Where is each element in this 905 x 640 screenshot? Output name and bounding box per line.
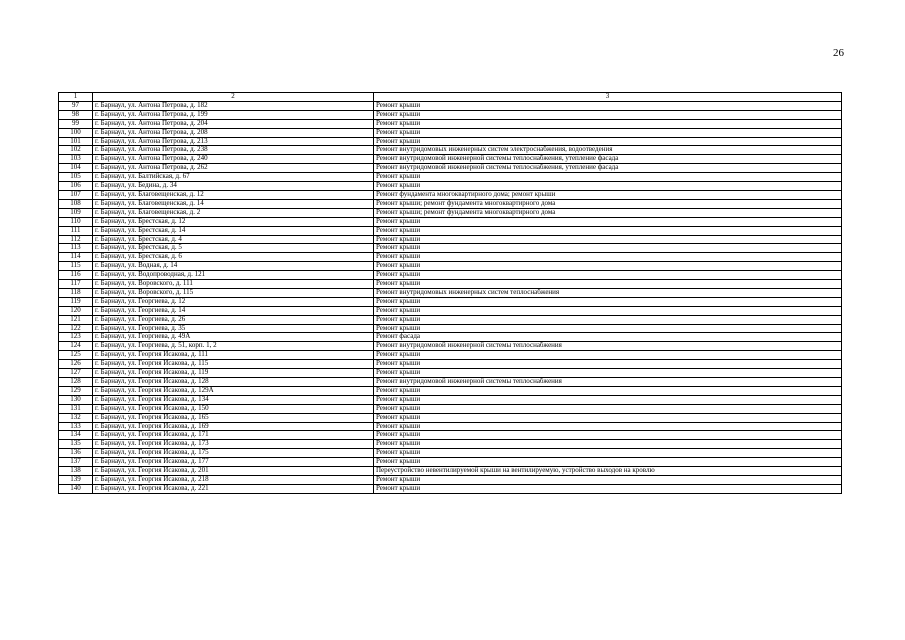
row-address: г. Барнаул, ул. Георгиева, д. 14 <box>93 306 374 315</box>
row-number: 114 <box>59 253 93 262</box>
row-work-type: Ремонт фасада <box>374 333 842 342</box>
row-work-type: Ремонт крыши <box>374 422 842 431</box>
table-row <box>59 280 842 289</box>
table-row <box>59 226 842 235</box>
row-work-type: Ремонт крыши <box>374 217 842 226</box>
row-number: 120 <box>59 306 93 315</box>
table-row <box>59 324 842 333</box>
table-row <box>59 360 842 369</box>
row-work-type: Ремонт крыши <box>374 306 842 315</box>
row-number: 97 <box>59 101 93 110</box>
table-row <box>59 484 842 493</box>
row-address: г. Барнаул, ул. Георгия Исакова, д. 177 <box>93 458 374 467</box>
row-work-type: Ремонт крыши <box>374 173 842 182</box>
table-row <box>59 235 842 244</box>
row-number: 127 <box>59 369 93 378</box>
row-number: 106 <box>59 182 93 191</box>
row-number: 101 <box>59 137 93 146</box>
row-address: г. Барнаул, ул. Георгиева, д. 12 <box>93 297 374 306</box>
row-address: г. Барнаул, ул. Георгия Исакова, д. 171 <box>93 431 374 440</box>
row-address: г. Барнаул, ул. Водопроводная, д. 121 <box>93 271 374 280</box>
table-row <box>59 431 842 440</box>
row-number: 118 <box>59 288 93 297</box>
row-number: 133 <box>59 422 93 431</box>
table-row <box>59 467 842 476</box>
row-address: г. Барнаул, ул. Антона Петрова, д. 208 <box>93 128 374 137</box>
row-number: 116 <box>59 271 93 280</box>
row-work-type: Ремонт внутридомовой инженерной системы теплоснабжения, утепление фасада <box>374 164 842 173</box>
table-row <box>59 199 842 208</box>
row-work-type: Ремонт крыши <box>374 271 842 280</box>
row-address: г. Барнаул, ул. Георгия Исакова, д. 134 <box>93 395 374 404</box>
table-row <box>59 386 842 395</box>
table-row <box>59 128 842 137</box>
column-header-number: 1 <box>59 93 93 102</box>
row-number: 100 <box>59 128 93 137</box>
row-address: г. Барнаул, ул. Георгиева, д. 35 <box>93 324 374 333</box>
row-work-type: Ремонт крыши <box>374 119 842 128</box>
row-work-type: Ремонт крыши <box>374 226 842 235</box>
row-number: 110 <box>59 217 93 226</box>
row-work-type: Ремонт крыши <box>374 360 842 369</box>
row-address: г. Барнаул, ул. Георгия Исакова, д. 128 <box>93 378 374 387</box>
row-work-type: Ремонт крыши <box>374 315 842 324</box>
row-number: 135 <box>59 440 93 449</box>
table-row <box>59 101 842 110</box>
row-number: 111 <box>59 226 93 235</box>
row-work-type: Ремонт крыши; ремонт фундамента многоквартирного дома <box>374 199 842 208</box>
repair-registry-table <box>58 92 842 494</box>
row-address: г. Барнаул, ул. Благовещенская, д. 12 <box>93 190 374 199</box>
row-number: 98 <box>59 110 93 119</box>
row-work-type: Ремонт крыши <box>374 431 842 440</box>
row-number: 131 <box>59 404 93 413</box>
table-row <box>59 449 842 458</box>
table-row <box>59 190 842 199</box>
row-number: 129 <box>59 386 93 395</box>
row-number: 139 <box>59 475 93 484</box>
row-number: 130 <box>59 395 93 404</box>
row-work-type: Ремонт крыши <box>374 101 842 110</box>
row-number: 105 <box>59 173 93 182</box>
row-number: 123 <box>59 333 93 342</box>
row-work-type: Ремонт крыши <box>374 262 842 271</box>
row-number: 109 <box>59 208 93 217</box>
row-number: 117 <box>59 280 93 289</box>
table-row <box>59 404 842 413</box>
table-row <box>59 155 842 164</box>
row-address: г. Барнаул, ул. Георгия Исакова, д. 169 <box>93 422 374 431</box>
row-address: г. Барнаул, ул. Благовещенская, д. 14 <box>93 199 374 208</box>
row-work-type: Ремонт крыши <box>374 386 842 395</box>
row-address: г. Барнаул, ул. Бедина, д. 34 <box>93 182 374 191</box>
row-address: г. Барнаул, ул. Георгия Исакова, д. 119 <box>93 369 374 378</box>
row-address: г. Барнаул, ул. Георгия Исакова, д. 201 <box>93 467 374 476</box>
row-address: г. Барнаул, ул. Георгия Исакова, д. 218 <box>93 475 374 484</box>
row-number: 124 <box>59 342 93 351</box>
row-address: г. Барнаул, ул. Воровского, д. 111 <box>93 280 374 289</box>
row-address: г. Барнаул, ул. Георгиева, д. 49А <box>93 333 374 342</box>
table-row <box>59 458 842 467</box>
row-work-type: Ремонт крыши <box>374 413 842 422</box>
row-number: 107 <box>59 190 93 199</box>
row-number: 99 <box>59 119 93 128</box>
row-number: 138 <box>59 467 93 476</box>
table-row <box>59 315 842 324</box>
table-row <box>59 333 842 342</box>
row-work-type: Ремонт внутридомовой инженерной системы теплоснабжения, утепление фасада <box>374 155 842 164</box>
row-number: 140 <box>59 484 93 493</box>
row-address: г. Барнаул, ул. Георгиева, д. 26 <box>93 315 374 324</box>
column-header-work-type: 3 <box>374 93 842 102</box>
row-work-type: Ремонт крыши <box>374 369 842 378</box>
row-work-type: Ремонт внутридомовых инженерных систем теплоснабжения <box>374 288 842 297</box>
row-address: г. Барнаул, ул. Благовещенская, д. 2 <box>93 208 374 217</box>
row-work-type: Ремонт крыши <box>374 182 842 191</box>
row-number: 137 <box>59 458 93 467</box>
table-row <box>59 146 842 155</box>
row-address: г. Барнаул, ул. Воровского, д. 115 <box>93 288 374 297</box>
row-work-type: Ремонт крыши <box>374 110 842 119</box>
table-row <box>59 288 842 297</box>
row-address: г. Барнаул, ул. Георгия Исакова, д. 173 <box>93 440 374 449</box>
table-row <box>59 395 842 404</box>
table-row <box>59 351 842 360</box>
table-row <box>59 262 842 271</box>
row-address: г. Барнаул, ул. Антона Петрова, д. 182 <box>93 101 374 110</box>
row-address: г. Барнаул, ул. Брестская, д. 4 <box>93 235 374 244</box>
row-work-type: Ремонт крыши <box>374 404 842 413</box>
row-work-type: Ремонт крыши <box>374 297 842 306</box>
row-work-type: Ремонт внутридомовой инженерной системы теплоснабжения <box>374 342 842 351</box>
row-number: 132 <box>59 413 93 422</box>
row-work-type: Ремонт крыши <box>374 458 842 467</box>
row-number: 119 <box>59 297 93 306</box>
table-row <box>59 475 842 484</box>
row-work-type: Ремонт крыши <box>374 280 842 289</box>
row-work-type: Ремонт крыши <box>374 449 842 458</box>
row-address: г. Барнаул, ул. Георгия Исакова, д. 129А <box>93 386 374 395</box>
table-row <box>59 422 842 431</box>
row-number: 103 <box>59 155 93 164</box>
row-number: 134 <box>59 431 93 440</box>
row-work-type: Ремонт крыши; ремонт фундамента многоквартирного дома <box>374 208 842 217</box>
row-work-type: Ремонт крыши <box>374 395 842 404</box>
row-address: г. Барнаул, ул. Антона Петрова, д. 238 <box>93 146 374 155</box>
row-address: г. Барнаул, ул. Антона Петрова, д. 204 <box>93 119 374 128</box>
table-row <box>59 306 842 315</box>
row-number: 125 <box>59 351 93 360</box>
row-number: 102 <box>59 146 93 155</box>
row-work-type: Ремонт крыши <box>374 484 842 493</box>
row-address: г. Барнаул, ул. Брестская, д. 5 <box>93 244 374 253</box>
row-work-type: Ремонт крыши <box>374 244 842 253</box>
row-address: г. Барнаул, ул. Брестская, д. 6 <box>93 253 374 262</box>
table-row <box>59 217 842 226</box>
table-row <box>59 413 842 422</box>
table-row <box>59 164 842 173</box>
row-work-type: Ремонт крыши <box>374 235 842 244</box>
table-row <box>59 110 842 119</box>
table-row <box>59 244 842 253</box>
row-work-type: Ремонт внутридомовой инженерной системы теплоснабжения <box>374 378 842 387</box>
row-number: 126 <box>59 360 93 369</box>
row-number: 112 <box>59 235 93 244</box>
table-row <box>59 173 842 182</box>
row-work-type: Ремонт крыши <box>374 128 842 137</box>
row-number: 122 <box>59 324 93 333</box>
row-address: г. Барнаул, ул. Георгия Исакова, д. 221 <box>93 484 374 493</box>
table-row <box>59 378 842 387</box>
row-address: г. Барнаул, ул. Брестская, д. 14 <box>93 226 374 235</box>
row-work-type: Ремонт крыши <box>374 253 842 262</box>
row-address: г. Барнаул, ул. Георгия Исакова, д. 115 <box>93 360 374 369</box>
row-address: г. Барнаул, ул. Георгия Исакова, д. 150 <box>93 404 374 413</box>
row-number: 108 <box>59 199 93 208</box>
row-address: г. Барнаул, ул. Антона Петрова, д. 262 <box>93 164 374 173</box>
row-address: г. Барнаул, ул. Георгиева, д. 51, корп. 1, 2 <box>93 342 374 351</box>
row-number: 104 <box>59 164 93 173</box>
table-row <box>59 182 842 191</box>
row-address: г. Барнаул, ул. Антона Петрова, д. 213 <box>93 137 374 146</box>
row-number: 113 <box>59 244 93 253</box>
table-row <box>59 271 842 280</box>
row-work-type: Переустройство невентилируемой крыши на вентилируемую, устройство выходов на кровлю <box>374 467 842 476</box>
row-address: г. Барнаул, ул. Георгия Исакова, д. 111 <box>93 351 374 360</box>
table-row <box>59 208 842 217</box>
table-row <box>59 440 842 449</box>
row-work-type: Ремонт крыши <box>374 351 842 360</box>
row-work-type: Ремонт внутридомовых инженерных систем электроснабжения, водоотведения <box>374 146 842 155</box>
row-number: 128 <box>59 378 93 387</box>
row-number: 121 <box>59 315 93 324</box>
table-row <box>59 253 842 262</box>
row-address: г. Барнаул, ул. Антона Петрова, д. 240 <box>93 155 374 164</box>
page-number: 26 <box>833 47 844 59</box>
row-work-type: Ремонт крыши <box>374 475 842 484</box>
column-header-address: 2 <box>93 93 374 102</box>
row-work-type: Ремонт крыши <box>374 440 842 449</box>
table-row <box>59 369 842 378</box>
table-row <box>59 342 842 351</box>
row-work-type: Ремонт крыши <box>374 137 842 146</box>
row-number: 115 <box>59 262 93 271</box>
table-row <box>59 119 842 128</box>
row-number: 136 <box>59 449 93 458</box>
table-row <box>59 297 842 306</box>
row-address: г. Барнаул, ул. Балтийская, д. 67 <box>93 173 374 182</box>
row-address: г. Барнаул, ул. Антона Петрова, д. 199 <box>93 110 374 119</box>
table-header-row <box>59 93 842 102</box>
row-address: г. Барнаул, ул. Водная, д. 14 <box>93 262 374 271</box>
table-row <box>59 137 842 146</box>
row-address: г. Барнаул, ул. Брестская, д. 12 <box>93 217 374 226</box>
row-work-type: Ремонт фундамента многоквартирного дома; ремонт крыши <box>374 190 842 199</box>
row-work-type: Ремонт крыши <box>374 324 842 333</box>
row-address: г. Барнаул, ул. Георгия Исакова, д. 175 <box>93 449 374 458</box>
row-address: г. Барнаул, ул. Георгия Исакова, д. 165 <box>93 413 374 422</box>
